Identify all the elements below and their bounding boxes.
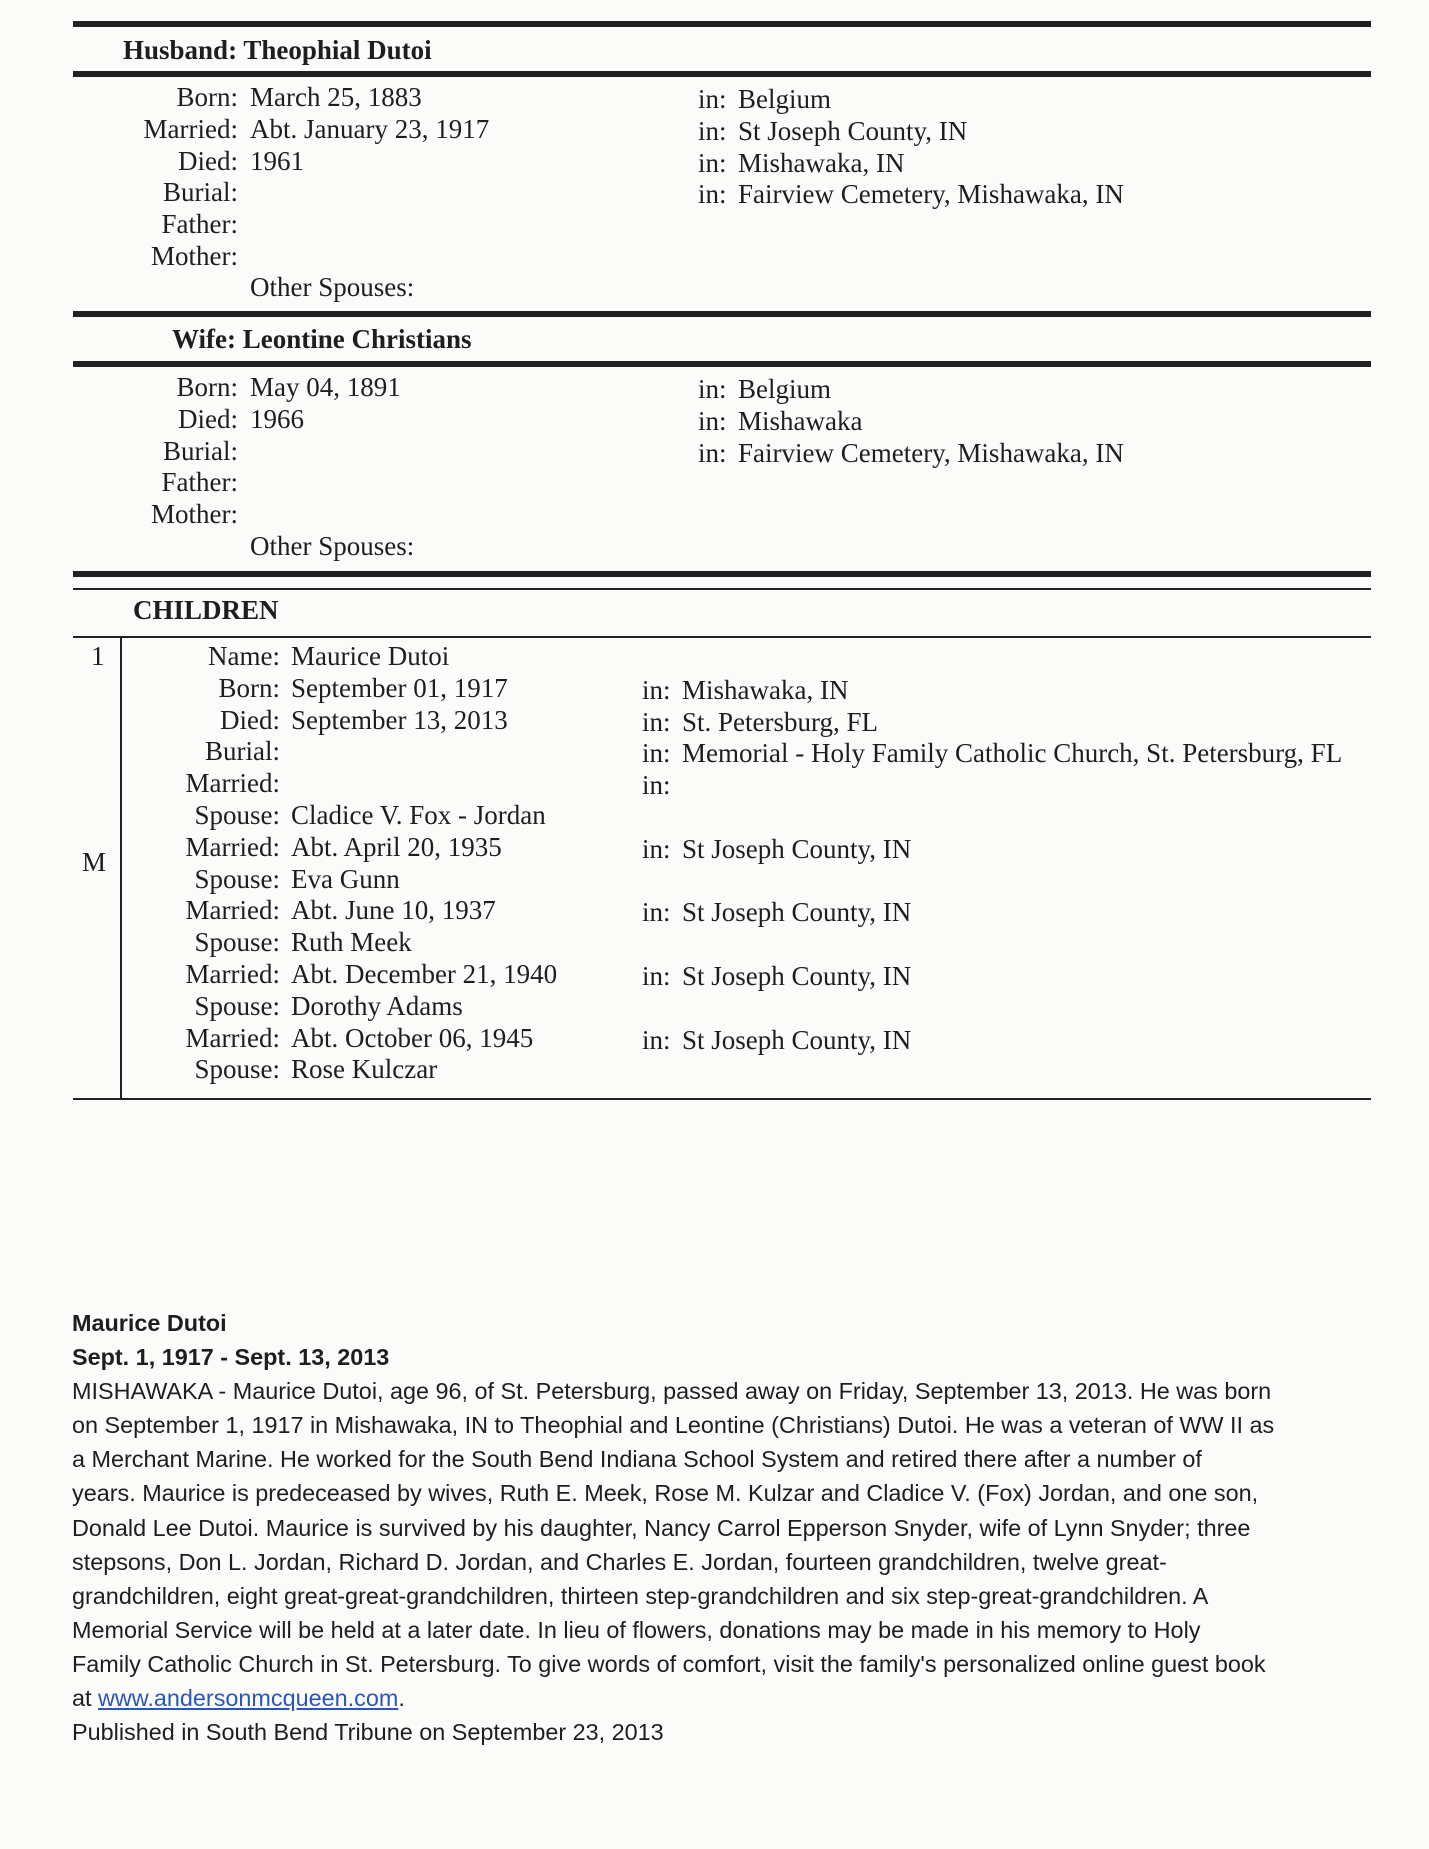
- detail-value: Maurice Dutoi: [291, 641, 450, 671]
- detail-value: Dorothy Adams: [291, 990, 463, 1021]
- place-value: Memorial - Holy Family Catholic Church, St. Petersburg, FL: [682, 738, 1343, 769]
- detail-label: Married:: [143, 113, 238, 144]
- detail-label: Married:: [185, 1022, 280, 1053]
- obituary-line: grandchildren, eight great-great-grandchildren, thirteen step-grandchildren and six step-great-grandchildren. A: [72, 1582, 1209, 1609]
- children-header-rule: [73, 636, 1371, 638]
- child-sex: M: [82, 847, 107, 877]
- obituary-line: a Merchant Marine. He worked for the South Bend Indiana School System and retired there after a number of: [72, 1446, 1202, 1473]
- obituary-line: MISHAWAKA - Maurice Dutoi, age 96, of St. Petersburg, passed away on Friday, September 13, 2013. He was born: [72, 1378, 1272, 1405]
- obituary-line: years. Maurice is predeceased by wives, Ruth E. Meek, Rose M. Kulzar and Cladice V. (Fox) Jordan, and one son,: [72, 1480, 1259, 1507]
- obituary-name: Maurice Dutoi: [72, 1310, 227, 1336]
- detail-value: Abt. April 20, 1935: [291, 831, 502, 862]
- obituary-last-line-prefix: at: [72, 1685, 99, 1712]
- place-label: in:: [698, 374, 727, 404]
- obituary-body: [72, 1374, 1382, 1681]
- detail-label: Born:: [176, 82, 238, 112]
- detail-label: Father:: [161, 467, 238, 498]
- detail-label: Spouse:: [194, 800, 280, 830]
- obituary: [72, 1306, 1382, 1749]
- detail-value: Cladice V. Fox - Jordan: [291, 800, 546, 830]
- place-value: Fairview Cemetery, Mishawaka, IN: [738, 179, 1124, 210]
- guest-book-link[interactable]: www.andersonmcqueen.com: [98, 1685, 399, 1712]
- detail-value: 1966: [250, 403, 304, 434]
- husband-heading: [123, 34, 432, 66]
- place-label: in:: [642, 706, 671, 737]
- place-value: St. Petersburg, FL: [682, 706, 879, 737]
- obituary-last-line-suffix: .: [398, 1685, 405, 1712]
- detail-label: Father:: [161, 209, 238, 240]
- detail-label: Married:: [185, 895, 280, 926]
- obituary-line: stepsons, Don L. Jordan, Richard D. Jordan, and Charles E. Jordan, fourteen grandchildren, twelve great-: [72, 1548, 1167, 1575]
- place-label: in:: [642, 674, 671, 705]
- obituary-line: on September 1, 1917 in Mishawaka, IN to Theophial and Leontine (Christians) Dutoi. He was a veteran of WW II as: [72, 1412, 1275, 1439]
- place-label: in:: [698, 405, 727, 436]
- wife-name: Leontine Christians: [242, 324, 472, 354]
- place-value: Fairview Cemetery, Mishawaka, IN: [738, 437, 1124, 468]
- detail-value: Rose Kulczar: [291, 1054, 438, 1085]
- wife-section-end-rule: [73, 571, 1371, 577]
- place-label: in:: [698, 179, 727, 210]
- obituary-published: Published in South Bend Tribune on September 23, 2013: [72, 1719, 664, 1746]
- place-label: in:: [698, 147, 727, 178]
- husband-name: Theophial Dutoi: [243, 35, 432, 65]
- detail-value: September 13, 2013: [291, 704, 508, 735]
- obituary-last-line: [72, 1681, 1382, 1715]
- detail-label: Burial:: [163, 435, 238, 466]
- detail-label: Died:: [178, 403, 238, 434]
- place-value: Mishawaka, IN: [738, 147, 905, 178]
- place-label: in:: [642, 738, 671, 769]
- detail-label: Spouse:: [194, 927, 280, 958]
- detail-value: Abt. June 10, 1937: [291, 895, 496, 926]
- obituary-line: Memorial Service will be held at a later date. In lieu of flowers, donations may be made in his memory to Holy: [72, 1616, 1201, 1643]
- children-top-rule: [73, 588, 1371, 590]
- detail-value: Abt. October 06, 1945: [291, 1022, 534, 1053]
- place-value: St Joseph County, IN: [738, 115, 968, 146]
- husband-heading-label: Husband:: [123, 35, 238, 65]
- detail-label: Spouse:: [194, 863, 280, 894]
- children-bottom-rule: [73, 1098, 1371, 1100]
- obituary-dates: Sept. 1, 1917 - Sept. 13, 2013: [72, 1344, 390, 1371]
- place-label: in:: [642, 961, 671, 991]
- detail-value: March 25, 1883: [250, 82, 422, 112]
- place-label: in:: [698, 84, 727, 114]
- husband-rule: [73, 71, 1371, 77]
- place-value: St Joseph County, IN: [682, 897, 912, 928]
- detail-value: Abt. January 23, 1917: [250, 113, 490, 144]
- place-value: Belgium: [738, 374, 831, 404]
- detail-label: Spouse:: [194, 990, 280, 1021]
- place-value: Belgium: [738, 84, 831, 114]
- obituary-line: Donald Lee Dutoi. Maurice is survived by his daughter, Nancy Carrol Epperson Snyder, wife of Lynn Snyder; three: [72, 1514, 1251, 1541]
- detail-label: Born:: [176, 372, 238, 402]
- place-value: St Joseph County, IN: [682, 961, 912, 991]
- detail-label: Burial:: [205, 736, 280, 767]
- detail-label: Married:: [185, 959, 280, 989]
- detail-value: Ruth Meek: [291, 927, 412, 958]
- obituary-line: Family Catholic Church in St. Petersburg. To give words of comfort, visit the family's personalized online guest book: [72, 1650, 1266, 1677]
- place-value: Mishawaka, IN: [682, 674, 849, 705]
- wife-heading-label: Wife:: [172, 324, 236, 354]
- place-label: in:: [698, 437, 727, 468]
- detail-label: Spouse:: [194, 1054, 280, 1085]
- detail-value: May 04, 1891: [250, 372, 401, 402]
- bleed-through-residue: [206, 1104, 212, 1130]
- place-value: Mishawaka: [738, 405, 863, 436]
- place-label: in:: [642, 1024, 671, 1055]
- place-value: St Joseph County, IN: [682, 833, 912, 864]
- detail-label: Died:: [178, 145, 238, 176]
- detail-label: Married:: [185, 768, 280, 799]
- wife-other-spouses: Other Spouses:: [250, 531, 415, 561]
- detail-value: Eva Gunn: [291, 863, 400, 894]
- detail-label: Mother:: [151, 241, 238, 271]
- place-label: in:: [698, 115, 727, 146]
- wife-rule: [73, 361, 1371, 367]
- place-label: in:: [642, 833, 671, 864]
- place-label: in:: [642, 770, 671, 801]
- husband-section-end-rule: [73, 311, 1371, 317]
- detail-value: 1961: [250, 145, 304, 176]
- place-value: St Joseph County, IN: [682, 1024, 912, 1055]
- detail-label: Name:: [208, 641, 280, 671]
- detail-label: Married:: [185, 831, 280, 862]
- detail-label: Died:: [220, 704, 280, 735]
- child-number: 1: [91, 641, 105, 671]
- detail-value: September 01, 1917: [291, 672, 508, 703]
- top-rule: [73, 21, 1371, 27]
- detail-label: Born:: [218, 672, 280, 703]
- detail-label: Burial:: [163, 177, 238, 208]
- children-heading: CHILDREN: [133, 595, 279, 625]
- place-label: in:: [642, 897, 671, 928]
- wife-heading: [172, 323, 472, 355]
- detail-label: Mother:: [151, 499, 238, 530]
- husband-other-spouses: Other Spouses:: [250, 272, 415, 302]
- detail-value: Abt. December 21, 1940: [291, 959, 558, 989]
- children-column-divider: [120, 637, 122, 1100]
